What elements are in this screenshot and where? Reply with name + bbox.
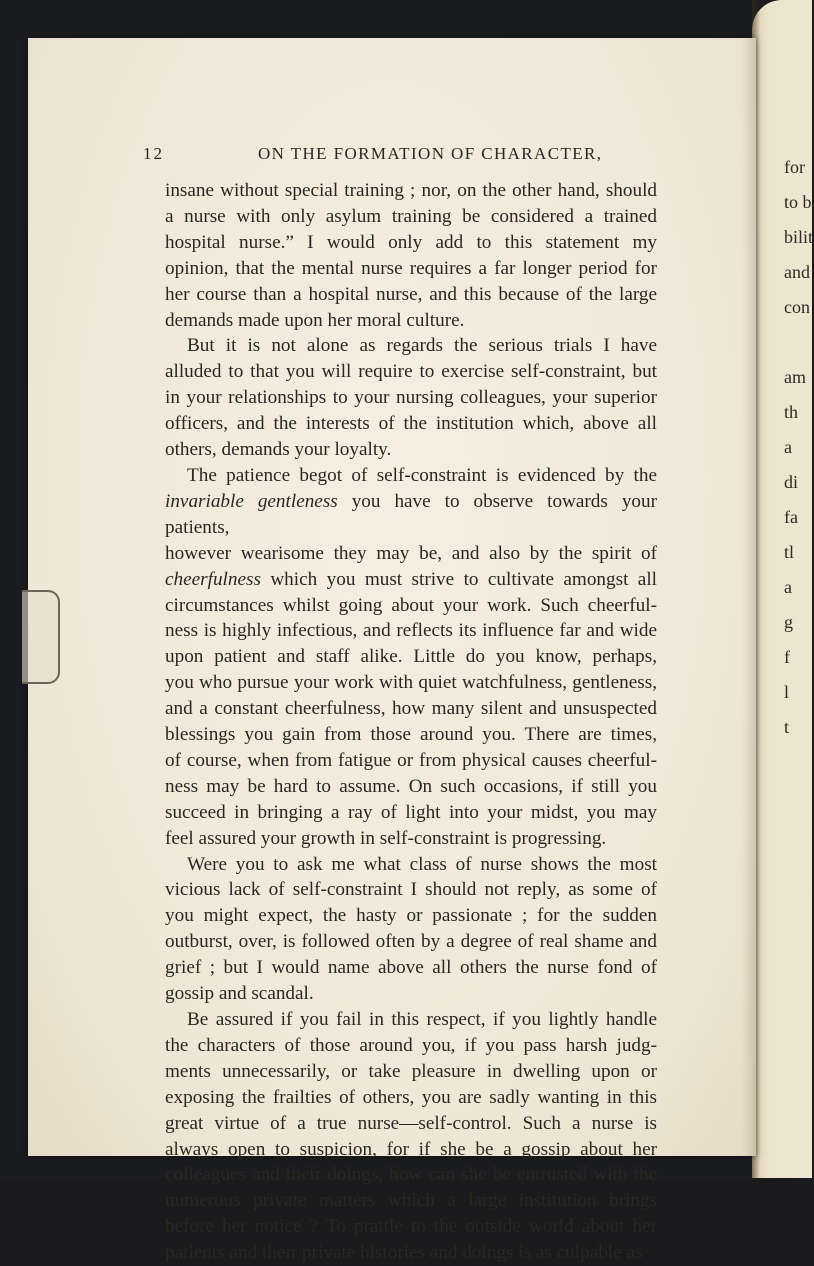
text-line: the characters of those around you, if you pass harsh judg- [165,1034,657,1056]
facing-fragment: to b [784,192,812,212]
text-line: But it is not alone as regards the serious trials I have [187,335,657,357]
facing-fragment [784,325,814,360]
facing-fragment: a [784,437,792,457]
text-line: exposing the frailties of others, you are sadly wanting in this [165,1086,657,1108]
facing-fragment: and [784,262,810,282]
text-line: great virtue of a true nurse—self-control. Such a nurse is [165,1112,657,1134]
text-line: numerous private matters which a large institution brings [165,1190,657,1212]
text-line: blessings you gain from those around you. There are times, [165,724,657,746]
text-line: opinion, that the mental nurse requires a far longer period for [165,257,657,279]
text-line: her course than a hospital nurse, and this because of the large [165,283,657,305]
text-line: hospital nurse.” I would only add to this statement my [165,231,657,253]
facing-page [752,0,812,1178]
facing-fragment: di [784,472,799,492]
text-line: demands made upon her moral culture. [165,309,465,331]
text-line: The patience begot of self-constraint is evidenced by the [187,464,657,486]
text-line: cheerfulness which you must strive to cultivate amongst all [165,568,657,590]
text-line: insane without special training ; nor, on the other hand, should [165,180,657,201]
facing-fragment: th [784,402,799,422]
text-line: a nurse with only asylum training be considered a trained [165,205,657,227]
facing-fragment: g [784,612,793,632]
bookmark-tab [22,590,60,684]
text-line: before her notice ? To prattle to the outside world about her [165,1216,657,1238]
book-page [28,38,756,1264]
text-line: you who pursue your work with quiet watchfulness, gentleness, [165,672,657,694]
page-number: 12 [143,144,164,163]
text-line: gossip and scandal. [165,983,314,1005]
facing-fragment: tl [784,542,795,562]
text-line: ness is highly infectious, and reflects its influence far and wide [165,620,657,642]
facing-fragment: for [784,157,805,177]
text-line: outburst, over, is followed often by a degree of real shame and [165,931,657,953]
text-line: ness may be hard to assume. On such occasions, if still you [165,775,657,797]
text-line: you might expect, the hasty or passionate ; for the sudden [165,905,657,927]
text-line: vicious lack of self-constraint I should not reply, as some of [165,879,657,901]
text-line: always open to suspicion, for if she be a gossip about her [165,1138,657,1160]
text-line: others, demands your loyalty. [165,439,392,461]
text-line: upon patient and staff alike. Little do you know, perhaps, [165,646,657,668]
facing-fragment: am [784,367,806,387]
facing-fragment: f [784,647,790,667]
body-text [165,178,657,1266]
text-line: grief ; but I would name above all others the nurse fond of [165,957,657,979]
page-header [28,144,756,168]
facing-fragment: a [784,577,792,597]
facing-page-text [784,150,814,745]
text-line: circumstances whilst going about your work. Such cheerful- [165,594,657,616]
text-line: Be assured if you fail in this respect, if you lightly handle [187,1009,657,1030]
facing-fragment: con [784,297,810,317]
text-line: ments unnecessarily, or take pleasure in dwelling upon or [165,1060,657,1082]
text-line: succeed in bringing a ray of light into your midst, you may [165,801,657,823]
text-line: in your relationships to your nursing colleagues, your superior [165,387,657,409]
text-line: Were you to ask me what class of nurse shows the most [187,853,657,875]
text-line: alluded to that you will require to exercise self-constraint, but [165,361,657,383]
facing-fragment: bilit [784,227,814,247]
facing-fragment: l [784,682,790,702]
text-line: colleagues and their doings, how can she be entrusted with the [165,1164,657,1186]
text-line: feel assured your growth in self-constraint is progressing. [165,827,607,849]
page-edge-shadow [742,38,756,1156]
text-line: however wearisome they may be, and also by the spirit of [165,542,657,564]
text-line: patients and their private histories and doings is as culpable as [165,1242,643,1264]
facing-fragment: t [784,717,790,737]
text-line: of course, when from fatigue or from physical causes cheerful- [165,749,657,771]
facing-fragment: fa [784,507,798,527]
text-line: officers, and the interests of the institution which, above all [165,413,657,435]
text-line: invariable gentleness you have to observe towards your patients, [165,490,657,538]
running-head: ON THE FORMATION OF CHARACTER, [258,144,603,163]
text-line: and a constant cheerfulness, how many silent and unsuspected [165,698,657,720]
